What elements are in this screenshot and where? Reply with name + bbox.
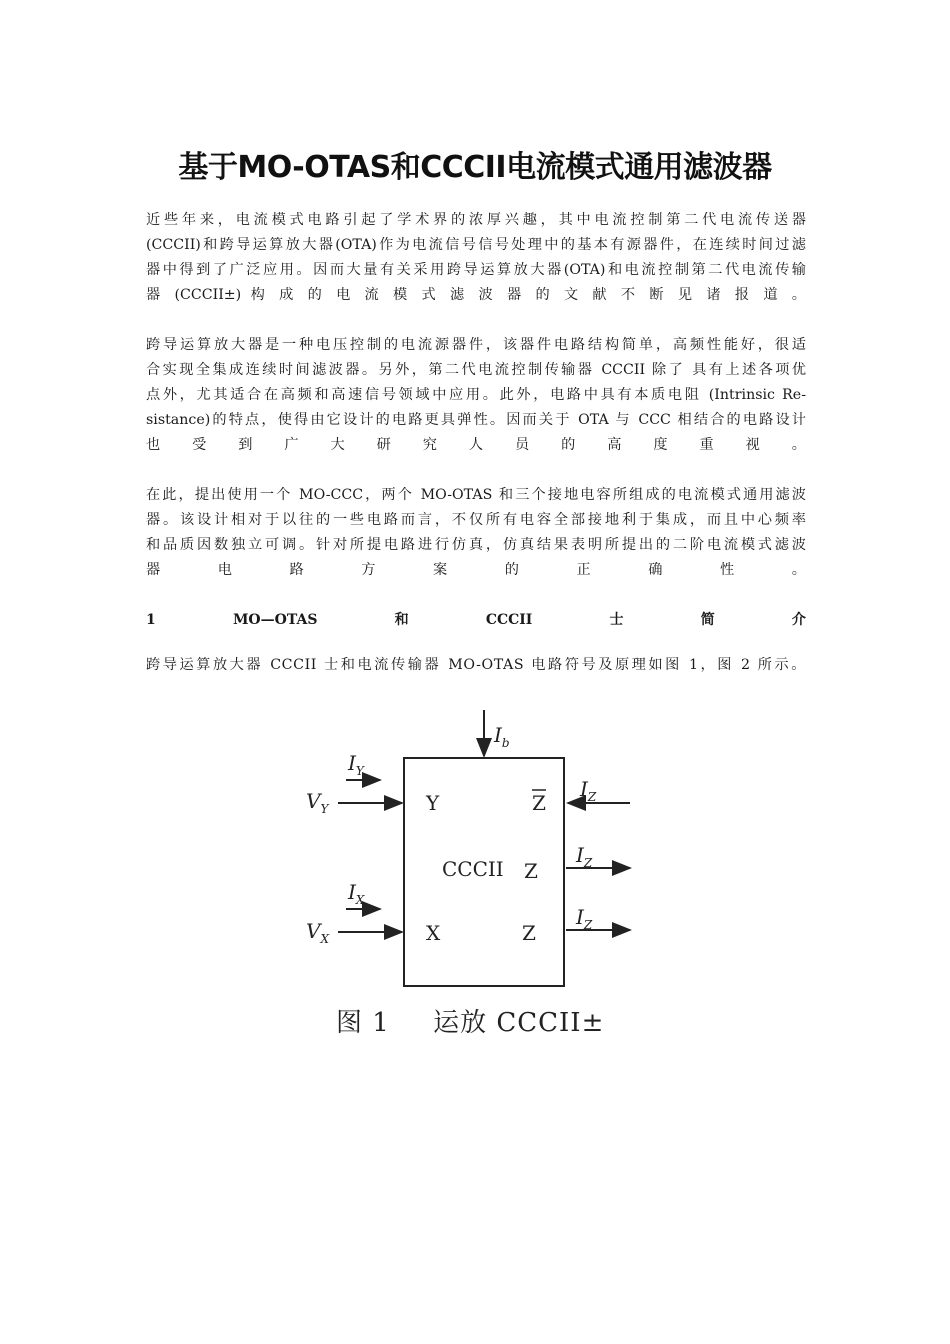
document-title: 基于MO-OTAS和CCCII电流模式通用滤波器 xyxy=(178,150,772,185)
paragraph-1 xyxy=(146,208,806,308)
section-heading-part: 和 xyxy=(394,612,409,628)
section-heading-part: 士 xyxy=(609,612,624,628)
paragraph-line: 近些年来，电流模式电路引起了学术界的浓厚兴趣，其中电流控制第二代电流传送器 xyxy=(146,212,806,228)
paragraph-line: 和品质因数独立可调。针对所提电路进行仿真，仿真结果表明所提出的二阶电流模式滤波 xyxy=(146,537,806,553)
iz2-label: $I_Z$ xyxy=(576,905,593,932)
figure-caption-number: 图 1 xyxy=(336,1008,390,1038)
section-heading-part: CCCII xyxy=(485,612,533,628)
section-number: 1 xyxy=(146,612,156,628)
paragraph-line: 器 (CCCII±) 构 成 的 电 流 模 式 滤 波 器 的 文 献 不 断 见 诸 报 道 。 xyxy=(146,287,806,303)
paragraph-2 xyxy=(146,333,806,458)
ix-label: $I_X$ xyxy=(348,880,365,907)
paragraph-line: 跨导运算放大器 CCCII 士和电流传输器 MO-OTAS 电路符号及原理如图 1，图 2 所示。 xyxy=(146,657,806,673)
izbar-label: $I_Z$ xyxy=(580,777,597,804)
block-label: CCCII xyxy=(442,857,504,881)
paragraph-line: 器 电 路 方 案 的 正 确 性 。 xyxy=(146,562,806,578)
section-heading-part: 介 xyxy=(791,612,806,628)
section-heading-part: MO—OTAS xyxy=(232,612,318,628)
iz1-label: $I_Z$ xyxy=(576,843,593,870)
iy-label: $I_Y$ xyxy=(348,751,364,778)
port-x-label: X xyxy=(426,921,441,945)
cccii-circuit-diagram xyxy=(300,702,640,1042)
port-y-label: Y xyxy=(426,791,440,815)
paragraph-line: 合实现全集成连续时间滤波器。另外，第二代电流控制传输器 CCCII 除了 具有上述各项优 xyxy=(146,362,806,378)
ib-label: $I_b$ xyxy=(494,723,510,750)
figure-intro xyxy=(146,653,806,678)
paragraph-3 xyxy=(146,483,806,583)
paragraph-line: 器中得到了广泛应用。因而大量有关采用跨导运算放大器(OTA)和电流控制第二代电流传输 xyxy=(146,262,806,278)
port-zbar-label: Z xyxy=(532,791,546,815)
paragraph-line: 器。该设计相对于以往的一些电路而言，不仅所有电容全部接地利于集成，而且中心频率 xyxy=(146,512,806,528)
figure-caption-text: 运放 CCCII± xyxy=(433,1008,605,1038)
port-z2-label: Z xyxy=(522,921,536,945)
paragraph-line: 点外，尤其适合在高频和高速信号领域中应用。此外，电路中具有本质电阻 (Intrinsic Re- xyxy=(146,387,806,403)
section-heading xyxy=(146,608,806,633)
paragraph-line: sistance)的特点，使得由它设计的电路更具弹性。因而关于 OTA 与 CCC 相结合的电路设计 xyxy=(146,412,806,428)
paragraph-line: 跨导运算放大器是一种电压控制的电流源器件，该器件电路结构简单，高频性能好，很适 xyxy=(146,337,806,353)
paragraph-line: 也 受 到 广 大 研 究 人 员 的 高 度 重 视 。 xyxy=(146,437,806,453)
port-z1-label: Z xyxy=(524,859,538,883)
vx-label: $V_X$ xyxy=(306,919,329,946)
vy-label: $V_Y$ xyxy=(306,789,329,816)
section-heading-part: 简 xyxy=(700,612,715,628)
paragraph-line: 在此，提出使用一个 MO-CCC，两个 MO-OTAS 和三个接地电容所组成的电流模式通用滤波 xyxy=(146,487,806,503)
paragraph-line: (CCCII)和跨导运算放大器(OTA)作为电流信号信号处理中的基本有源器件，在连续时间过滤 xyxy=(146,237,806,253)
document-body xyxy=(146,208,806,703)
figure-caption xyxy=(336,1002,604,1039)
